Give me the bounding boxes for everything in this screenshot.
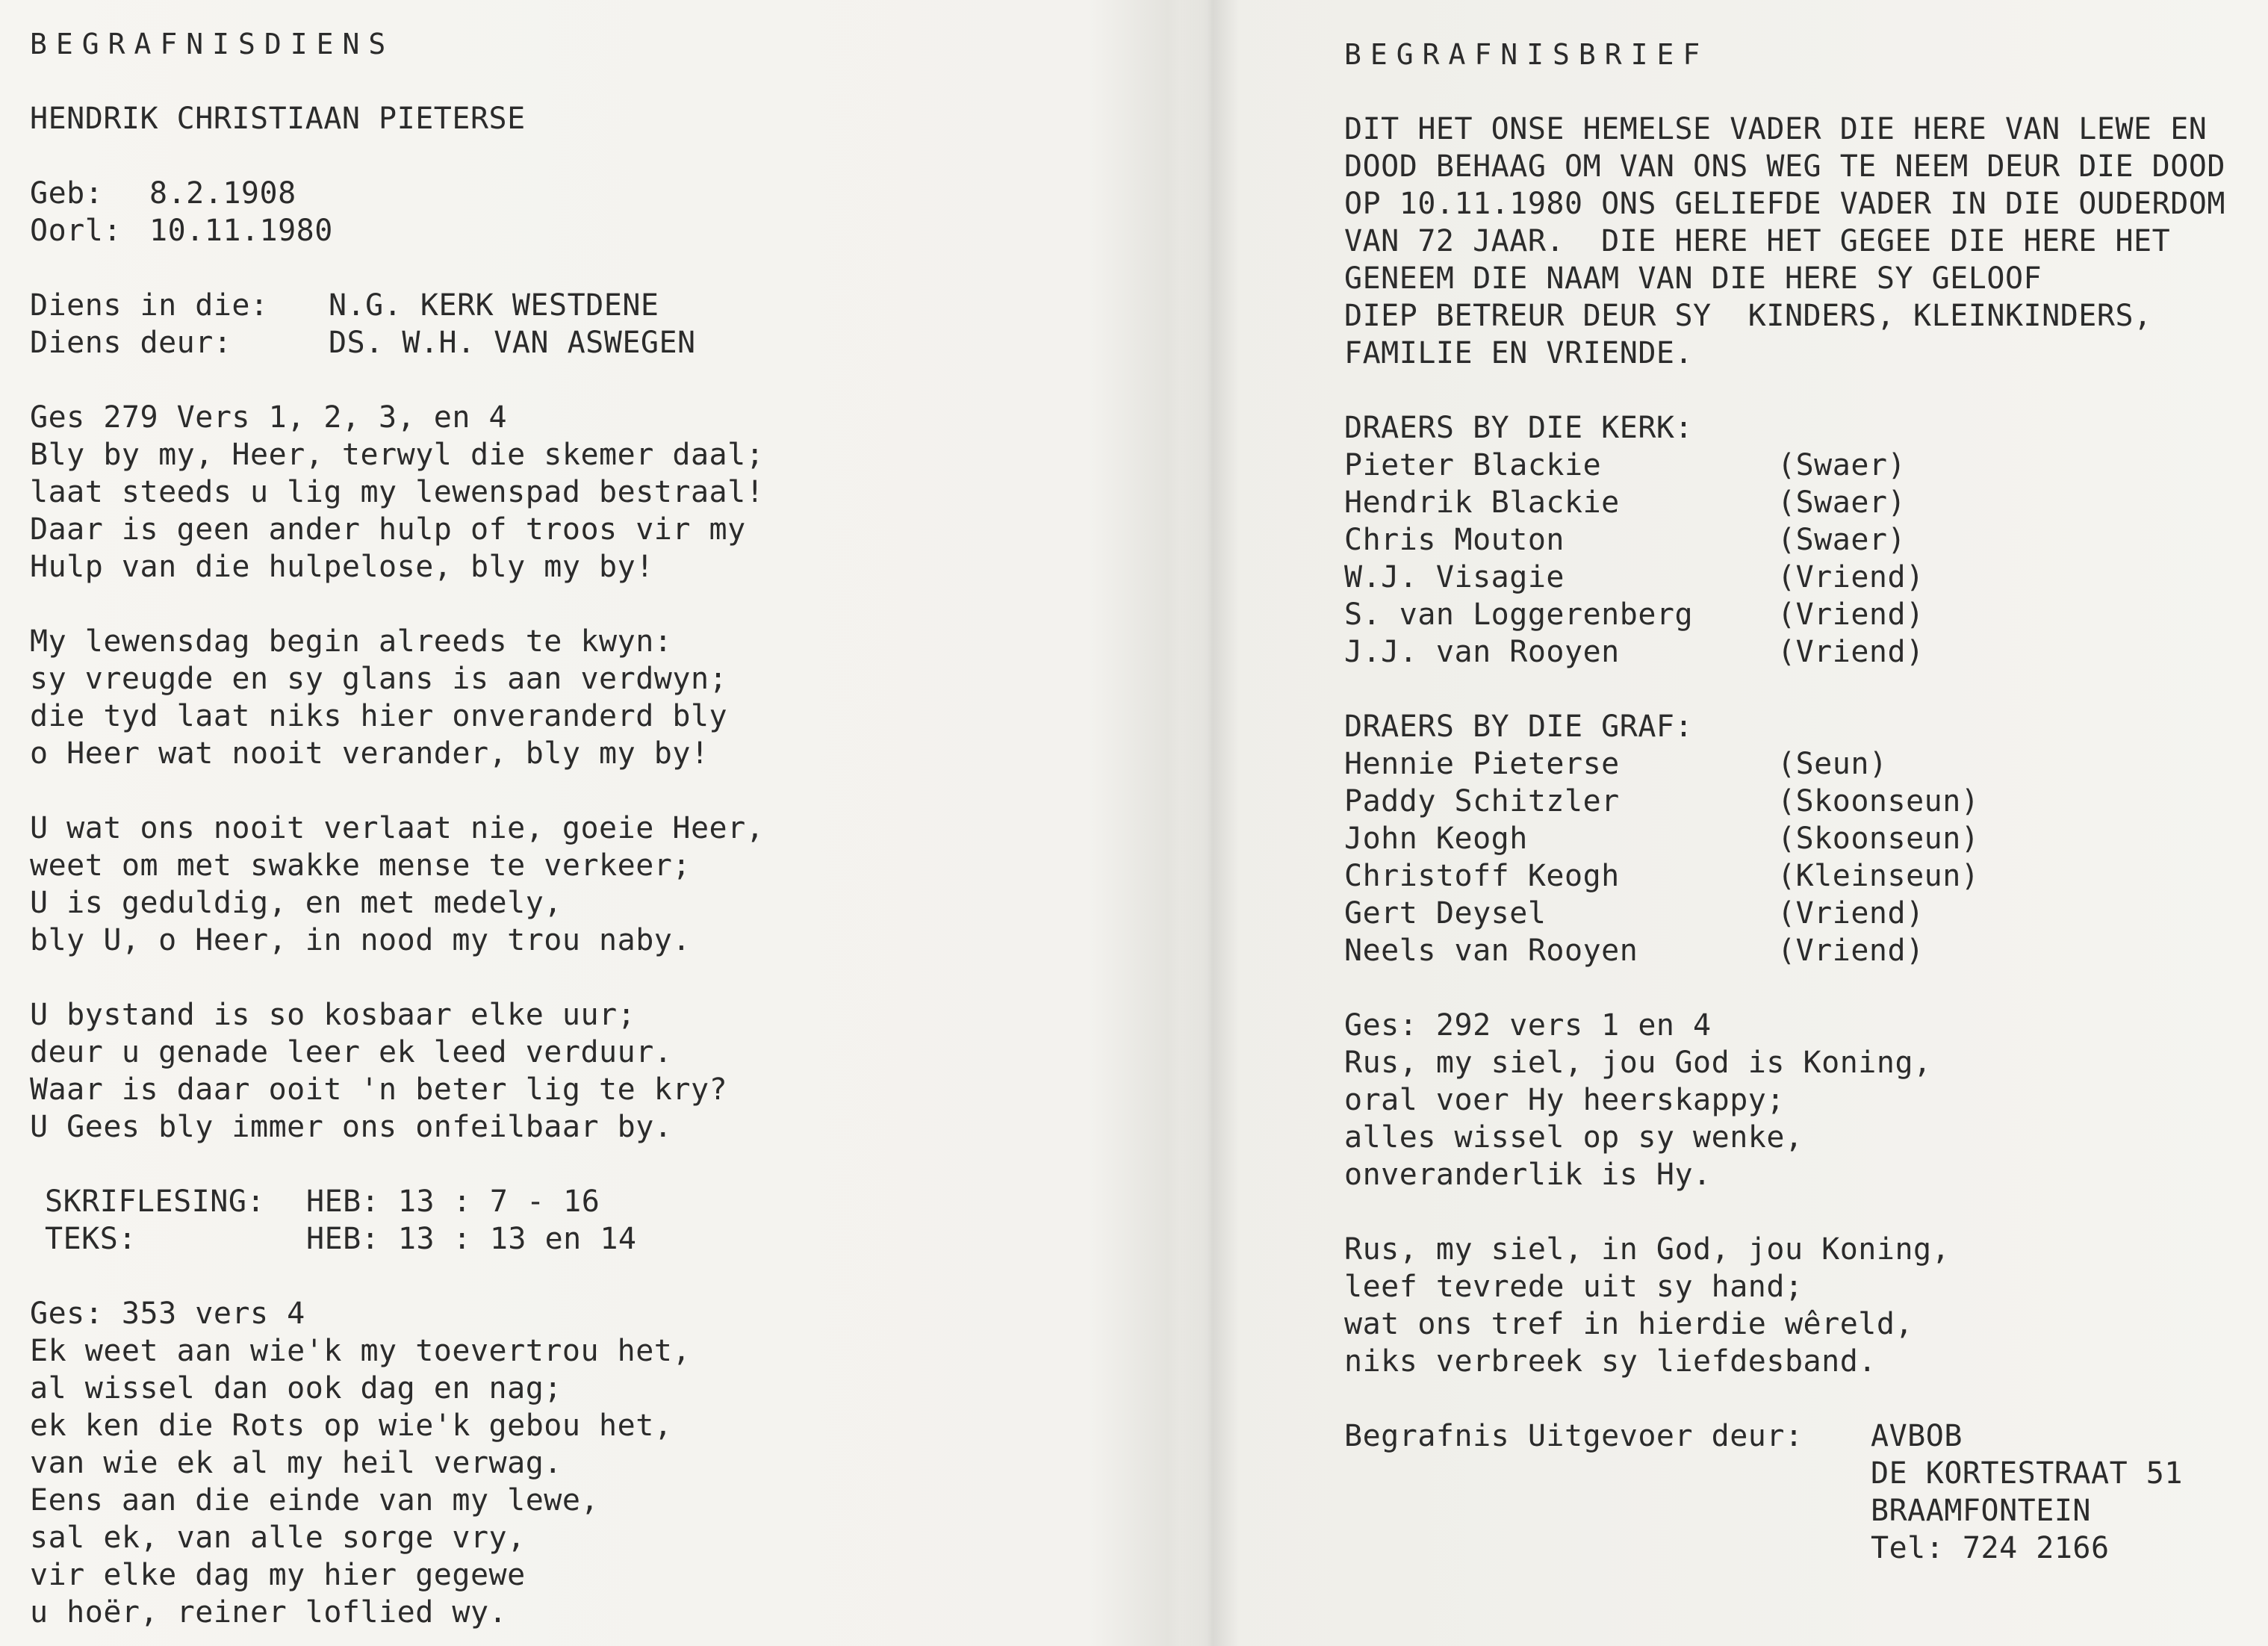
death-label: Oorl: — [30, 214, 122, 248]
bearer-relation: (Vriend) — [1777, 560, 1924, 594]
bearer-row — [1344, 932, 2240, 969]
death-date: 10.11.1980 — [149, 214, 333, 248]
grave-bearers-title: DRAERS BY DIE GRAF: — [1344, 709, 1694, 744]
bearer-row — [1344, 820, 2240, 857]
page-fold — [1180, 0, 1240, 1646]
bearer-relation: (Swaer) — [1777, 523, 1907, 557]
undertaker-line: AVBOB — [1871, 1419, 1963, 1453]
bearer-relation: (Vriend) — [1777, 597, 1924, 632]
hymn-line: Bly by my, Heer, terwyl die skemer daal; — [30, 438, 765, 472]
hymn-279 — [30, 436, 1150, 1183]
undertaker-row — [1344, 1492, 2240, 1529]
bearer-row — [1344, 521, 2240, 559]
bearer-row — [1344, 783, 2240, 820]
bearer-name: Gert Deysel — [1344, 896, 1547, 931]
bearer-relation: (Vriend) — [1777, 635, 1924, 669]
hymn-line: U bystand is so kosbaar elke uur; — [30, 998, 636, 1032]
notice-line: DIT HET ONSE HEMELSE VADER DIE HERE VAN LEWE EN — [1344, 112, 2208, 146]
birth-row — [30, 175, 1150, 212]
undertaker-row — [1344, 1417, 2240, 1455]
hymn-line: Hulp van die hulpelose, bly my by! — [30, 550, 654, 584]
hymn-line: weet om met swakke mense te verkeer; — [30, 848, 691, 883]
bearer-relation: (Vriend) — [1777, 934, 1924, 968]
undertaker-line: BRAAMFONTEIN — [1871, 1494, 2091, 1528]
grave-bearers-list — [1344, 745, 2240, 969]
hymn-line: deur u genade leer ek leed verduur. — [30, 1035, 673, 1069]
church-bearers-list — [1344, 447, 2240, 671]
hymn-292 — [1344, 1044, 2240, 1380]
undertaker-phone: Tel: 724 2166 — [1871, 1531, 2110, 1565]
bearer-relation: (Seun) — [1777, 747, 1888, 781]
birth-date: 8.2.1908 — [149, 176, 296, 211]
bearer-relation: (Skoonseun) — [1777, 784, 1980, 819]
bearer-name: J.J. van Rooyen — [1344, 635, 1620, 669]
hymn-line: sy vreugde en sy glans is aan verdwyn; — [30, 662, 728, 696]
bearer-relation: (Kleinseun) — [1777, 859, 1980, 893]
hymn-line: bly U, o Heer, in nood my trou naby. — [30, 923, 691, 957]
notice-line: DIEP BETREUR DEUR SY KINDERS, KLEINKINDERS, — [1344, 299, 2152, 333]
hymn-line: alles wissel op sy wenke, — [1344, 1120, 1803, 1155]
deceased-name: HENDRIK CHRISTIAAN PIETERSE — [30, 102, 526, 136]
bearer-name: Paddy Schitzler — [1344, 784, 1620, 819]
death-notice — [1344, 111, 2240, 372]
hymn-line: sal ek, van alle sorge vry, — [30, 1521, 526, 1555]
hymn-line: My lewensdag begin alreeds te kwyn: — [30, 624, 673, 659]
hymn-line: wat ons tref in hierdie wêreld, — [1344, 1307, 1914, 1341]
bearer-row — [1344, 484, 2240, 521]
bearer-name: Pieter Blackie — [1344, 448, 1602, 482]
reading-value: HEB: 13 : 7 - 16 — [306, 1184, 600, 1219]
bearer-row — [1344, 596, 2240, 633]
text-label: TEKS: — [45, 1222, 137, 1256]
hymn-line: u hoër, reiner loflied wy. — [30, 1595, 508, 1630]
left-page — [30, 25, 1150, 1631]
service-location-row — [30, 287, 1150, 324]
hymn-title: Ges: 353 vers 4 — [30, 1296, 305, 1331]
hymn-line: U is geduldig, en met medely, — [30, 886, 562, 920]
reading-row — [30, 1183, 1150, 1220]
hymn-line: oral voer Hy heerskappy; — [1344, 1083, 1785, 1117]
hymn-line: U wat ons nooit verlaat nie, goeie Heer, — [30, 811, 765, 845]
notice-line: DOOD BEHAAG OM VAN ONS WEG TE NEEM DEUR DIE DOOD — [1344, 149, 2225, 184]
bearer-name: Chris Mouton — [1344, 523, 1565, 557]
undertaker-label: Begrafnis Uitgevoer deur: — [1344, 1419, 1803, 1453]
undertaker-line: DE KORTESTRAAT 51 — [1871, 1456, 2183, 1491]
hymn-line: Rus, my siel, in God, jou Koning, — [1344, 1232, 1951, 1267]
hymn-line: leef tevrede uit sy hand; — [1344, 1270, 1803, 1304]
notice-line: OP 10.11.1980 ONS GELIEFDE VADER IN DIE OUDERDOM — [1344, 187, 2225, 221]
bearer-name: Christoff Keogh — [1344, 859, 1620, 893]
hymn-line: laat steeds u lig my lewenspad bestraal! — [30, 475, 765, 509]
hymn-353 — [30, 1332, 1150, 1631]
notice-line: GENEEM DIE NAAM VAN DIE HERE SY GELOOF — [1344, 261, 2042, 296]
undertaker-row — [1344, 1529, 2240, 1567]
right-page — [1344, 36, 2240, 1567]
hymn-line: van wie ek al my heil verwag. — [30, 1446, 562, 1480]
bearer-relation: (Swaer) — [1777, 485, 1907, 520]
bearer-row — [1344, 633, 2240, 671]
hymn-line: onveranderlik is Hy. — [1344, 1158, 1712, 1192]
birth-label: Geb: — [30, 176, 104, 211]
hymn-line: niks verbreek sy liefdesband. — [1344, 1344, 1877, 1379]
hymn-line: o Heer wat nooit verander, bly my by! — [30, 736, 709, 771]
bearer-name: Neels van Rooyen — [1344, 934, 1638, 968]
bearer-row — [1344, 895, 2240, 932]
hymn-line: Eens aan die einde van my lewe, — [30, 1483, 600, 1518]
bearer-row — [1344, 447, 2240, 484]
officiant-label: Diens deur: — [30, 326, 232, 360]
hymn-line: Daar is geen ander hulp of troos vir my — [30, 512, 746, 547]
hymn-title: Ges: 292 vers 1 en 4 — [1344, 1008, 1712, 1043]
bearer-row — [1344, 857, 2240, 895]
bearer-row — [1344, 745, 2240, 783]
bearer-name: W.J. Visagie — [1344, 560, 1565, 594]
death-row — [30, 212, 1150, 249]
hymn-line: vir elke dag my hier gegewe — [30, 1558, 526, 1592]
hymn-title: Ges 279 Vers 1, 2, 3, en 4 — [30, 400, 508, 435]
bearer-relation: (Swaer) — [1777, 448, 1907, 482]
bearer-relation: (Skoonseun) — [1777, 822, 1980, 856]
service-location: N.G. KERK WESTDENE — [329, 288, 659, 323]
bearer-name: John Keogh — [1344, 822, 1528, 856]
notice-heading: BEGRAFNISBRIEF — [1344, 38, 1709, 71]
bearer-name: Hendrik Blackie — [1344, 485, 1620, 520]
hymn-line: al wissel dan ook dag en nag; — [30, 1371, 562, 1406]
hymn-line: U Gees bly immer ons onfeilbaar by. — [30, 1110, 673, 1144]
service-heading: BEGRAFNISDIENS — [30, 28, 395, 60]
bearer-relation: (Vriend) — [1777, 896, 1924, 931]
undertaker-row — [1344, 1455, 2240, 1492]
officiant: DS. W.H. VAN ASWEGEN — [329, 326, 696, 360]
reading-label: SKRIFLESING: — [45, 1184, 265, 1219]
notice-line: VAN 72 JAAR. DIE HERE HET GEGEE DIE HERE HET — [1344, 224, 2171, 258]
hymn-line: die tyd laat niks hier onveranderd bly — [30, 699, 728, 733]
bearer-name: Hennie Pieterse — [1344, 747, 1620, 781]
hymn-line: ek ken die Rots op wie'k gebou het, — [30, 1409, 673, 1443]
text-row — [30, 1220, 1150, 1258]
church-bearers-title: DRAERS BY DIE KERK: — [1344, 411, 1694, 445]
text-value: HEB: 13 : 13 en 14 — [306, 1222, 637, 1256]
service-location-label: Diens in die: — [30, 288, 269, 323]
hymn-line: Waar is daar ooit 'n beter lig te kry? — [30, 1072, 728, 1107]
bearer-row — [1344, 559, 2240, 596]
notice-line: FAMILIE EN VRIENDE. — [1344, 336, 1694, 370]
bearer-name: S. van Loggerenberg — [1344, 597, 1694, 632]
hymn-line: Rus, my siel, jou God is Koning, — [1344, 1046, 1932, 1080]
officiant-row — [30, 324, 1150, 361]
hymn-line: Ek weet aan wie'k my toevertrou het, — [30, 1334, 691, 1368]
